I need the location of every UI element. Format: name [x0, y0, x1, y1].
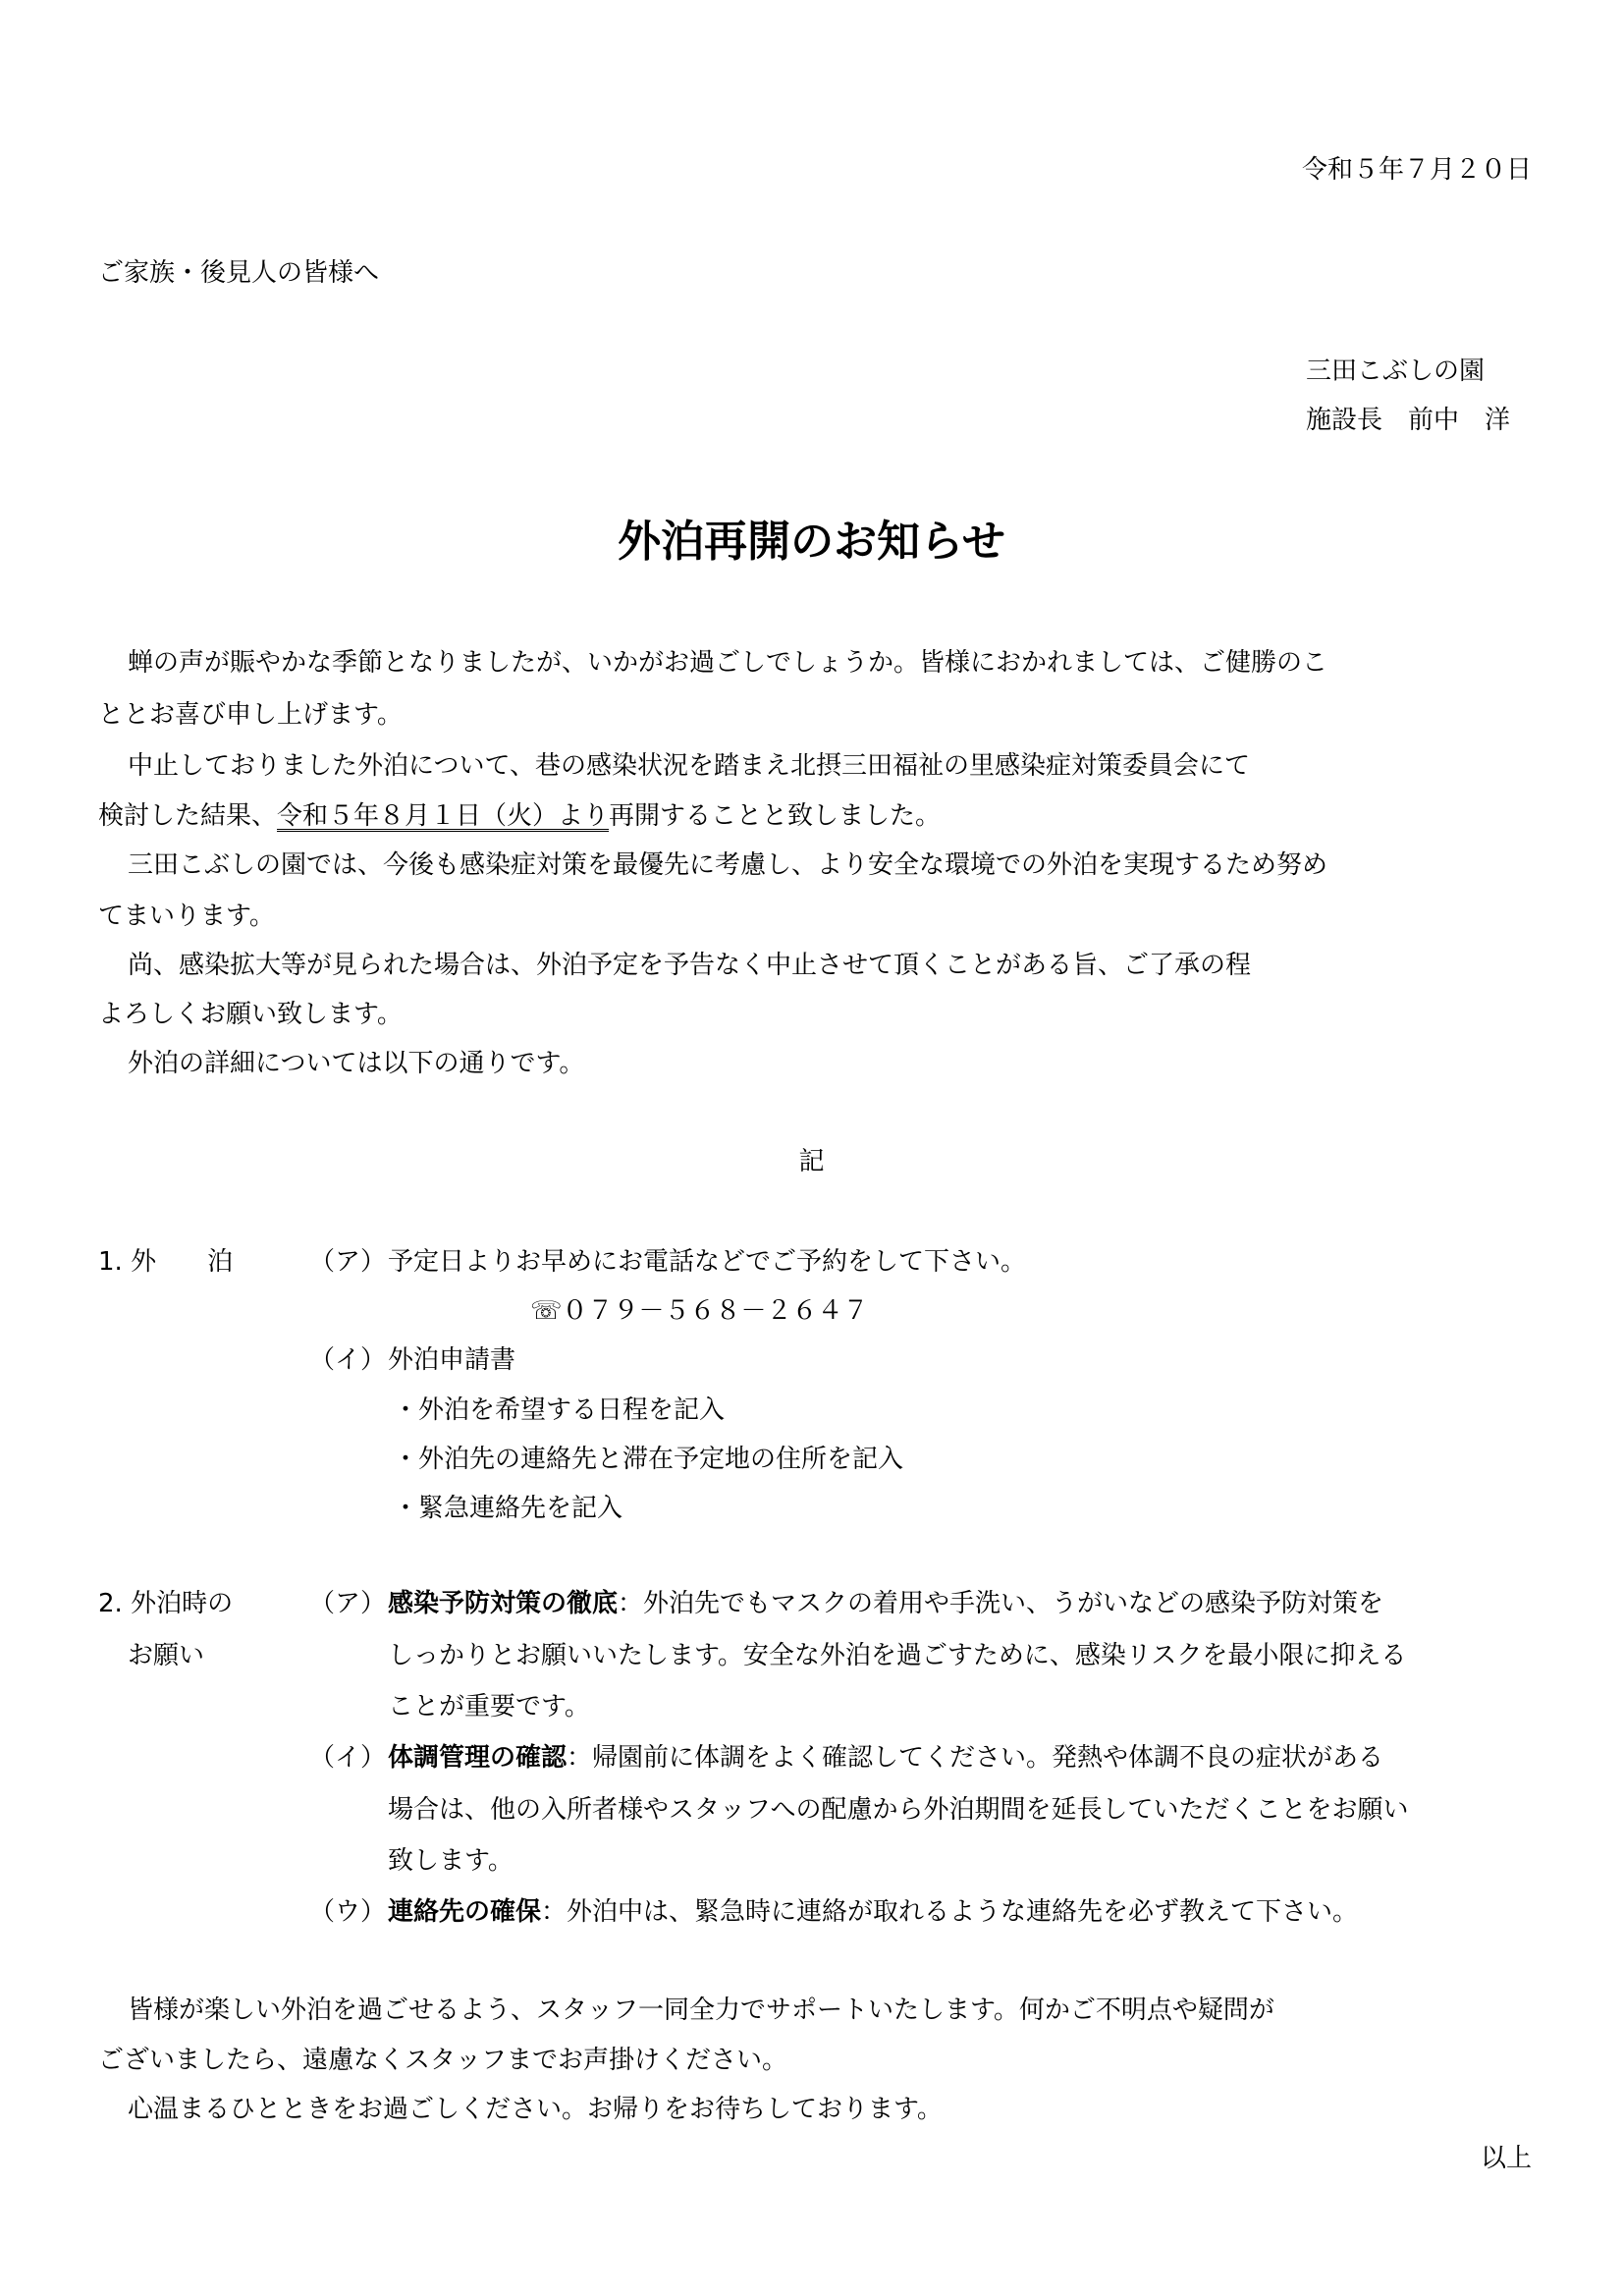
paragraph-5: 外泊の詳細については以下の通りです。: [128, 1049, 585, 1078]
paragraph-4-line-2: よろしくお願い致します。: [98, 1000, 403, 1029]
paragraph-1-line-2: ととお喜び申し上げます。: [98, 700, 403, 730]
ki-mark: 記: [798, 1147, 825, 1176]
section-1-a-marker: （ア）: [309, 1247, 387, 1277]
section-2-i-bold: 体調管理の確認: [388, 1743, 568, 1773]
list-item: ・緊急連絡先を記入: [393, 1494, 623, 1523]
section-2-i-line-3: 致します。: [388, 1846, 514, 1876]
section-2-a-line-2: しっかりとお願いいたします。安全な外泊を過ごすために、感染リスクを最小限に抑える: [388, 1641, 1407, 1670]
document-title: 外泊再開のお知らせ: [618, 517, 1005, 567]
section-2-a-line-3: ことが重要です。: [388, 1692, 590, 1722]
section-2-u-rest: ：外泊中は、緊急時に連絡が取れるような連絡先を必ず教えて下さい。: [541, 1897, 1359, 1927]
paragraph-3-line-2: てまいります。: [98, 902, 275, 931]
section-2-a-marker: （ア）: [309, 1589, 387, 1618]
section-2-u-bold: 連絡先の確保: [388, 1897, 542, 1927]
section-2-i-marker: （イ）: [309, 1743, 387, 1773]
section-1-heading: 1. 外 泊: [98, 1247, 234, 1277]
paragraph-2-line-2: [98, 803, 941, 829]
section-2-heading-line-2: お願い: [128, 1641, 205, 1670]
section-2-u-line-1: [388, 1899, 1358, 1925]
sender-organization: 三田こぶしの園: [1306, 356, 1486, 386]
section-2-i-line-2: 場合は、他の入所者様やスタッフへの配慮から外泊期間を延長していただくことをお願い: [388, 1795, 1409, 1825]
paragraph-2-prefix: 検討した結果、: [98, 801, 278, 831]
document-date: 令和５年７月２０日: [1301, 155, 1532, 185]
section-1-i-text: 外泊申請書: [388, 1345, 516, 1375]
section-2-a-rest: ：外泊先でもマスクの着用や手洗い、うがいなどの感染予防対策を: [618, 1589, 1384, 1618]
list-item: ・外泊先の連絡先と滞在予定地の住所を記入: [393, 1445, 904, 1474]
paragraph-4-line-1: 尚、感染拡大等が見られた場合は、外泊予定を予告なく中止させて頂くことがある旨、ご了承の程: [128, 951, 1252, 980]
section-1-i-marker: （イ）: [309, 1345, 387, 1375]
section-1-a-text: 予定日よりお早めにお電話などでご予約をして下さい。: [388, 1247, 1027, 1277]
section-2-heading-line-1: 2. 外泊時の: [98, 1589, 234, 1618]
paragraph-2-line-1: 中止しておりました外泊について、巷の感染状況を踏まえ北摂三田福祉の里感染症対策委員会にて: [128, 751, 1250, 781]
sender-person: 施設長 前中 洋: [1306, 406, 1511, 435]
paragraph-1-line-1: 蝉の声が賑やかな季節となりましたが、いかがお過ごしでしょうか。皆様におかれましては、ご健勝のこ: [128, 648, 1328, 678]
paragraph-3-line-1: 三田こぶしの園では、今後も感染症対策を最優先に考慮し、より安全な環境での外泊を実現するため努め: [128, 850, 1328, 880]
list-item: ・外泊を希望する日程を記入: [393, 1395, 726, 1425]
restart-date: 令和５年８月１日（火）より: [277, 801, 610, 831]
section-2-i-line-1: [388, 1745, 1383, 1771]
closing-line-3: 心温まるひとときをお過ごしください。お帰りをお待ちしております。: [128, 2095, 943, 2124]
closing-line-2: ございましたら、遠慮なくスタッフまでお声掛けください。: [98, 2046, 788, 2075]
addressee: ご家族・後見人の皆様へ: [98, 258, 380, 288]
closing-end-mark: 以上: [1480, 2144, 1532, 2173]
section-2-u-marker: （ウ）: [309, 1897, 387, 1927]
section-2-a-line-1: [388, 1591, 1383, 1616]
section-2-i-rest: ：帰園前に体調をよく確認してください。発熱や体調不良の症状がある: [567, 1743, 1384, 1773]
phone-number: ☏０７９－５６８－２６４７: [530, 1296, 869, 1326]
section-2-a-bold: 感染予防対策の徹底: [388, 1589, 619, 1618]
closing-line-1: 皆様が楽しい外泊を過ごせるよう、スタッフ一同全力でサポートいたします。何かご不明点や疑問が: [128, 1995, 1274, 2025]
paragraph-2-suffix: 再開することと致しました。: [609, 801, 942, 831]
